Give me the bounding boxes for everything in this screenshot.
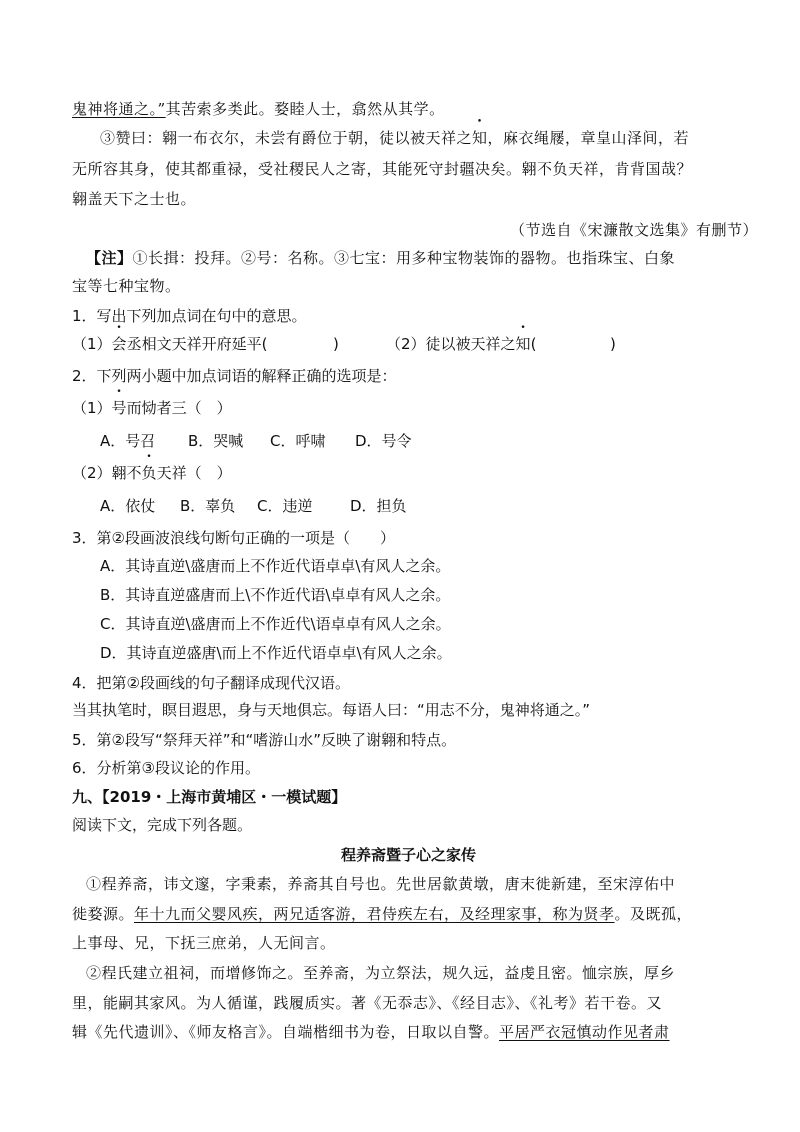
answer-blank-1-1[interactable]: ) bbox=[333, 335, 339, 353]
article-p1-line-2: 徙婺源。年十九而父婴风疾，两兄适客游，君侍疾左右，及经理家事，称为贤孝。及既孤， bbox=[72, 905, 693, 923]
question-1-2: （2）徒以被天祥之知( bbox=[386, 335, 537, 353]
note-label: 【注】 bbox=[86, 249, 133, 267]
option-2-2-a[interactable]: A．依仗 bbox=[100, 497, 156, 515]
question-2-1: （1）号而恸者三（ ） bbox=[72, 399, 232, 417]
answer-blank-1-2[interactable]: ) bbox=[610, 335, 616, 353]
option-3-d[interactable]: D．其诗直逆盛唐\而上不作近代语卓卓\有风人之余。 bbox=[100, 644, 452, 662]
question-6: 6．分析第③段议论的作用。 bbox=[72, 759, 260, 777]
source-citation: （节选自《宋濂散文选集》有删节） bbox=[510, 221, 759, 239]
article-title: 程养斋暨子心之家传 bbox=[341, 846, 477, 864]
dotted-char-fu: 负 bbox=[141, 464, 157, 482]
dotted-char-zhi: 知 bbox=[472, 129, 488, 147]
question-2: 2．下列两小题中加点词语的解释正确的选项是： bbox=[72, 367, 397, 385]
question-1: 1．写出下列加点词在句中的意思。 bbox=[72, 307, 307, 325]
note-line-2: 宝等七种宝物。 bbox=[72, 277, 181, 295]
article-p1-line-1: ①程养斋，讳文邃，字秉素，养斋其自号也。先世居歙黄墩，唐末徙新建，至宋淳佑中 bbox=[86, 875, 676, 893]
section-9-instruction: 阅读下文，完成下列各题。 bbox=[72, 816, 253, 834]
question-4-sentence: 当其执笔时，瞑目遐思，身与天地俱忘。每语人曰：“用志不分，鬼神将通之。” bbox=[72, 701, 591, 719]
option-2-2-b[interactable]: B．辜负 bbox=[180, 497, 236, 515]
option-3-b[interactable]: B．其诗直逆盛唐而上\不作近代语\卓卓有风人之余。 bbox=[100, 586, 451, 604]
section-9-heading: 九、【2019・上海市黄埔区・一模试题】 bbox=[72, 788, 347, 806]
underlined-sentence-1: 年十九而父婴风疾，两兄适客游，君侍疾左右，及经理家事，称为贤孝 bbox=[134, 905, 615, 923]
question-1-1: （1）会丞相文天祥开府延平( bbox=[72, 335, 268, 353]
article-p2-line-2: 里，能嗣其家风。为人循谨，践履质实。著《无忝志》、《经目志》、《礼考》若干卷。又 bbox=[72, 994, 663, 1012]
article-p1-line-3: 上事母、兄，下抚三庶弟，人无间言。 bbox=[72, 934, 336, 952]
passage-line-1: 鬼神将通之。”其苦索多类此。婺睦人士，翕然从其学。 bbox=[72, 100, 445, 118]
question-3: 3．第②段画波浪线句断句正确的一项是（ ） bbox=[72, 529, 395, 547]
dotted-char-hui: 会 bbox=[111, 335, 127, 353]
paragraph-3-line-1: ③赞曰：翱一布衣尔，未尝有爵位于朝，徒以被天祥之知，麻衣绳屦，章皇山泽间，若 bbox=[100, 129, 690, 147]
question-4: 4．把第②段画线的句子翻译成现代汉语。 bbox=[72, 674, 350, 692]
question-5: 5．第②段写“祭拜天祥”和“嗜游山水”反映了谢翱和特点。 bbox=[72, 731, 457, 749]
underlined-sentence-2: 平居严衣冠慎动作见者肃 bbox=[499, 1023, 670, 1041]
note-line-1: 【注】①长揖：投拜。②号：名称。③七宝：用多种宝物装饰的器物。也指珠宝、白象 bbox=[86, 249, 676, 267]
question-2-2: （2）翱不负天祥（ ） bbox=[72, 464, 232, 482]
option-3-a[interactable]: A．其诗直逆\盛唐而上不作近代语卓卓\有风人之余。 bbox=[100, 557, 451, 575]
dotted-char-zhi-2: 知 bbox=[515, 335, 531, 353]
underlined-quote: 鬼神将通之。” bbox=[72, 100, 166, 118]
option-2-1-d[interactable]: D．号令 bbox=[355, 432, 412, 450]
article-p2-line-3: 辑《先代遗训》、《师友格言》。自端楷细书为卷，日取以自警。平居严衣冠慎动作见者肃 bbox=[72, 1023, 670, 1041]
article-p2-line-1: ②程氏建立祖祠，而增修饰之。至养斋，为立祭法，规久远，益虔且密。恤宗族，厚乡 bbox=[86, 964, 676, 982]
paragraph-3-line-3: 翱盖天下之士也。 bbox=[72, 190, 197, 208]
dotted-char-hao: 号 bbox=[111, 399, 127, 417]
paragraph-3-line-2: 无所容其身，使其都重禄，受社稷民人之寄，其能死守封疆决矣。翱不负天祥，肯背国哉？ bbox=[72, 160, 693, 178]
option-2-1-b[interactable]: B．哭喊 bbox=[188, 432, 244, 450]
option-2-2-d[interactable]: D．担负 bbox=[350, 497, 407, 515]
option-3-c[interactable]: C．其诗直逆\盛唐而上不作近代\语卓卓有风人之余。 bbox=[100, 615, 451, 633]
option-2-1-c[interactable]: C．呼啸 bbox=[270, 432, 326, 450]
option-2-2-c[interactable]: C．违逆 bbox=[257, 497, 313, 515]
option-2-1-a[interactable]: A．号召 bbox=[100, 432, 156, 450]
